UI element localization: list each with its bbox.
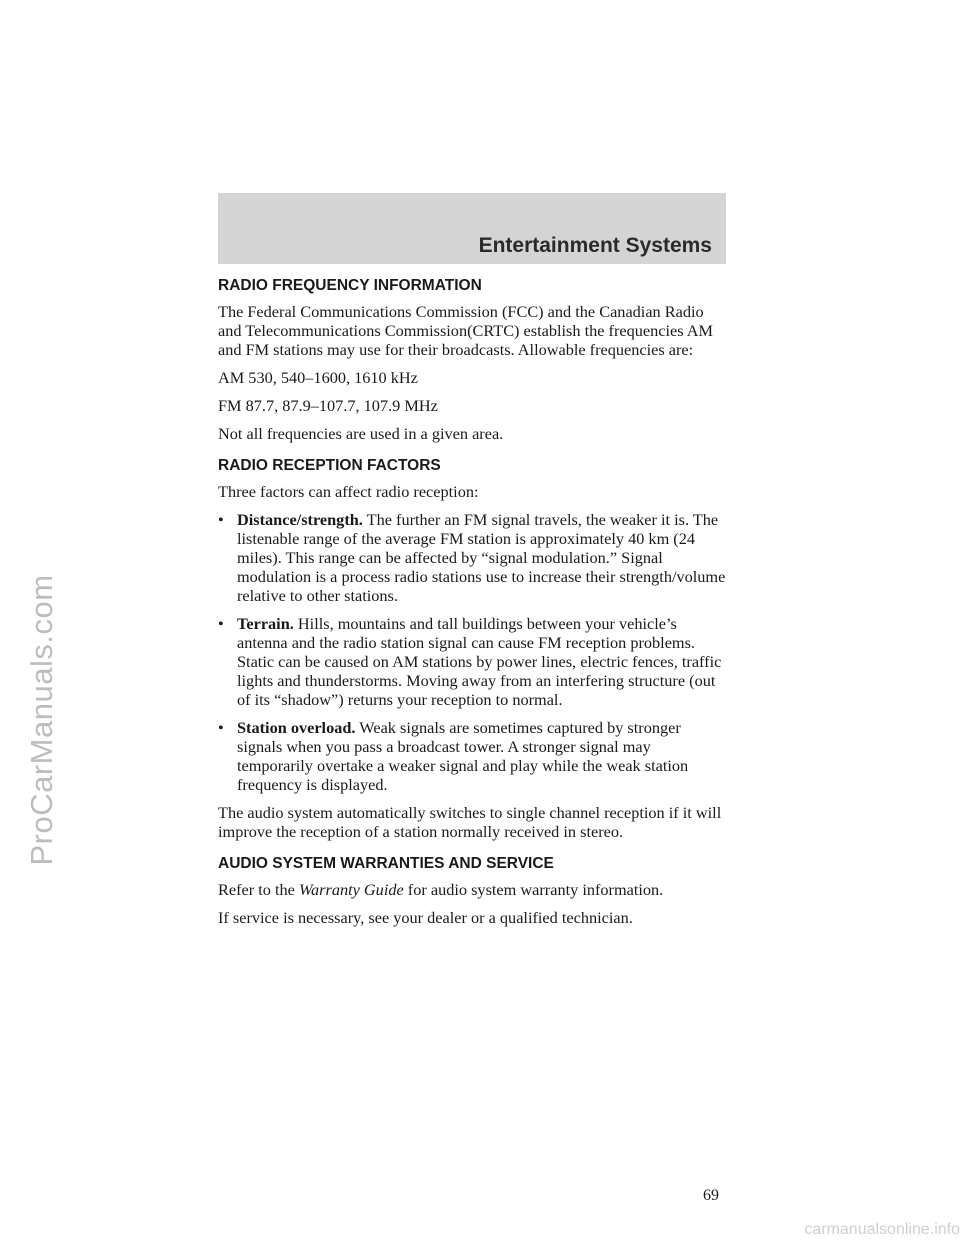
reception-intro: Three factors can affect radio reception: [218,482,479,501]
heading-warranties: AUDIO SYSTEM WARRANTIES AND SERVICE [218,855,554,872]
warranty-ref-suffix: for audio system warranty information. [407,880,664,899]
service-note: If service is necessary, see your dealer or a qualified technician. [218,908,633,927]
bullet-icon: • [218,510,224,529]
bullet-icon: • [218,718,224,737]
list-item [218,614,730,709]
bullet-term: Terrain. [237,614,294,633]
bullet-term: Distance/strength. [237,510,363,529]
bullet-icon: • [218,614,224,633]
list-item [218,510,730,605]
list-item [218,718,730,794]
footer-watermark: carmanualsonline.info [804,1221,960,1238]
bullet-text: Hills, mountains and tall buildings between your vehicle’s antenna and the radio station signal can cause FM reception problems. Static can be caused on AM stations by power lines, electric fences, traffic lights and thunderstorms. Moving away from an interfering structure (out of its “shadow”) returns your reception to normal. [237,614,722,709]
bullet-text: Weak signals are sometimes captured by stronger signals when you pass a broadcast tower. A stronger signal may temporarily overtake a weaker signal and play while the weak station frequency is displayed. [237,718,689,794]
warranty-guide-title: Warranty Guide [298,880,404,899]
bullet-term: Station overload. [237,718,356,737]
reception-closing: The audio system automatically switches to single channel reception if it will improve the reception of a station normally received in stereo. [218,803,722,841]
bullet-text: The further an FM signal travels, the weaker it is. The listenable range of the average FM station is approximately 40 km (24 miles). This range can be affected by “signal modulation.” Signal modulation is a process radio stations use to increase their strength/volume relative to other stations. [237,510,726,605]
heading-radio-frequency: RADIO FREQUENCY INFORMATION [218,277,482,294]
page-content [218,276,730,936]
section-header [218,193,726,264]
am-frequencies: AM 530, 540–1600, 1610 kHz [218,368,418,387]
side-watermark-text: ProCarManuals.com [24,574,59,866]
heading-reception-factors: RADIO RECEPTION FACTORS [218,457,441,474]
radio-frequency-intro: The Federal Communications Commission (FCC) and the Canadian Radio and Telecommunications Commission(CRTC) establish the frequencies AM and FM stations may use for their broadcasts. Allowable frequencies are: [218,302,713,359]
warranty-reference [218,880,730,899]
fm-frequencies: FM 87.7, 87.9–107.7, 107.9 MHz [218,396,438,415]
section-title: Entertainment Systems [478,234,712,257]
side-watermark [0,0,60,1242]
page-number: 69 [703,1187,719,1204]
frequency-note: Not all frequencies are used in a given area. [218,424,504,443]
warranty-ref-prefix: Refer to the [218,880,295,899]
